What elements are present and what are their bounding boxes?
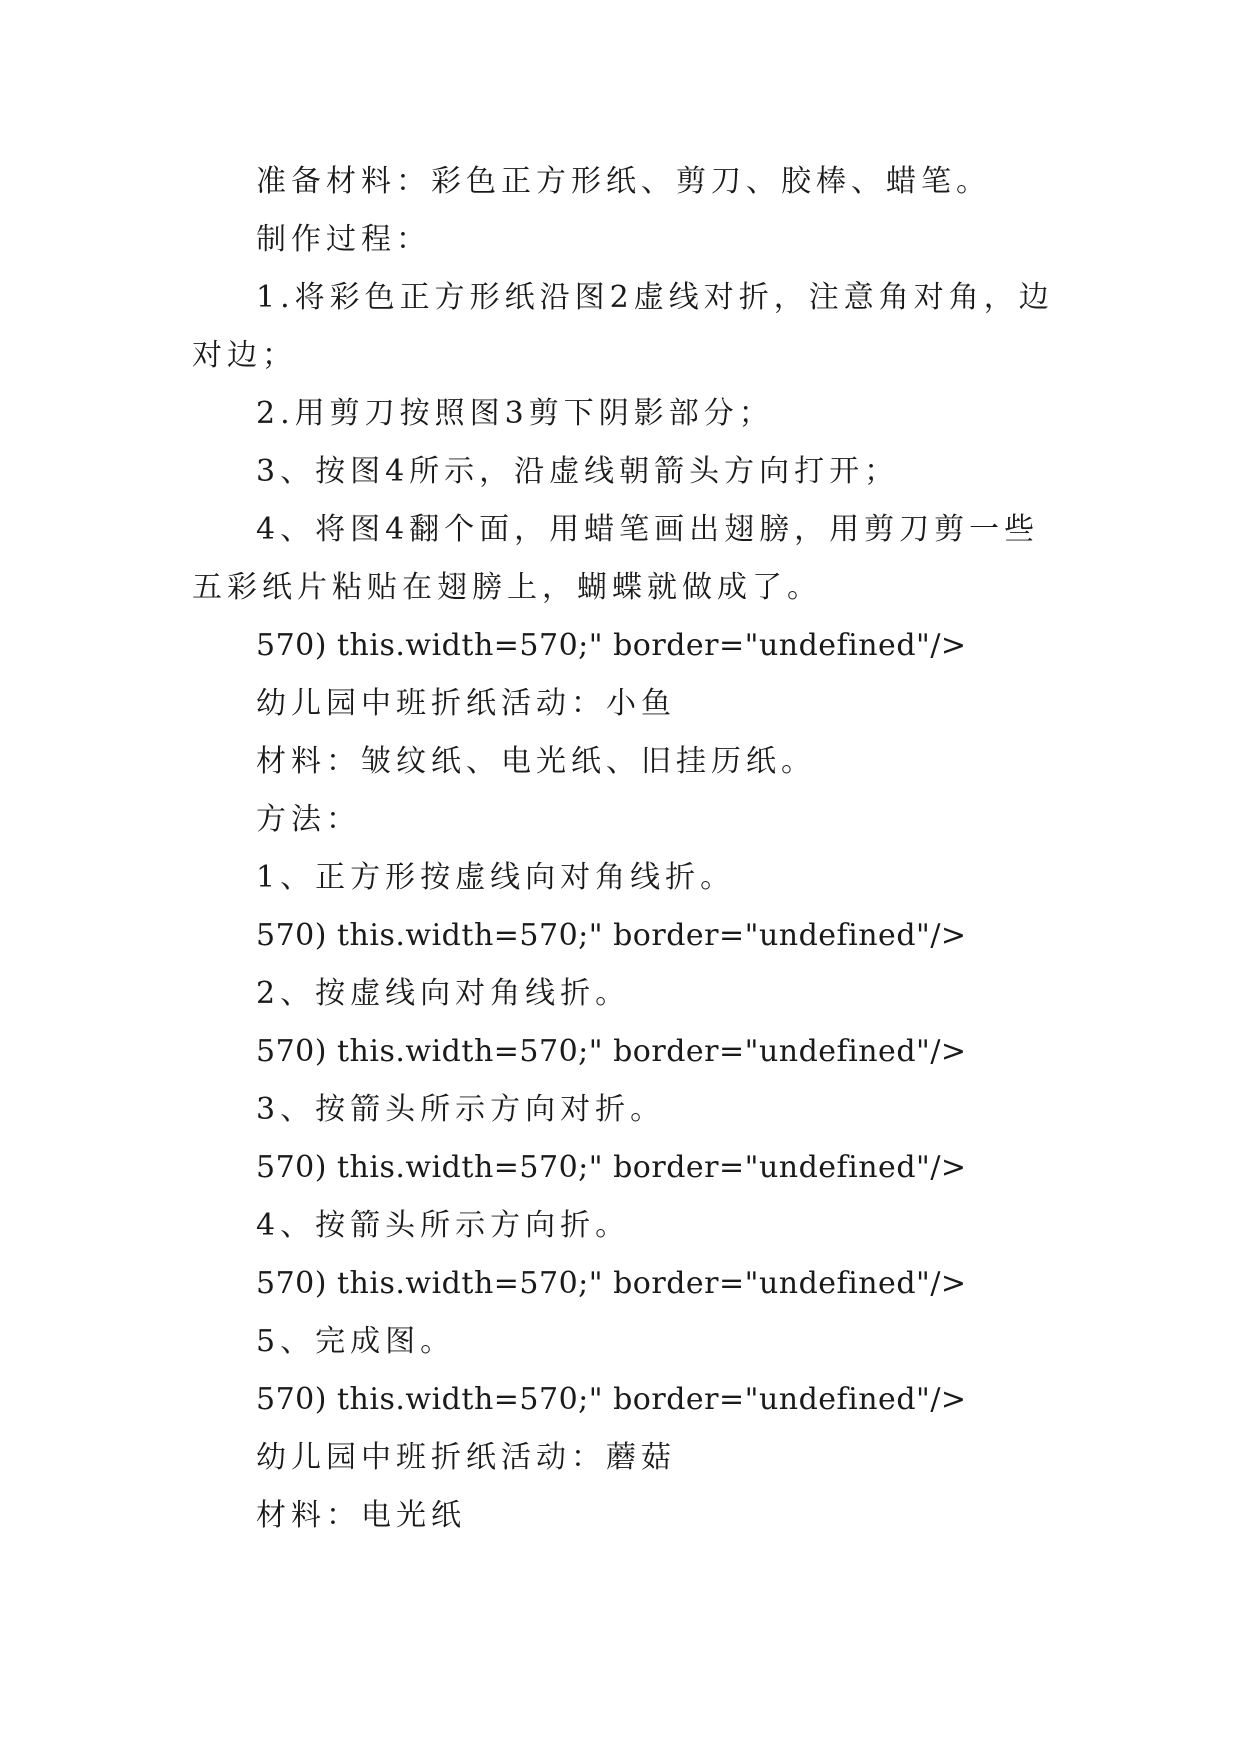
step-paragraph: 2、按虚线向对角线折。 [256,976,631,1011]
process-heading: 制作过程： [256,222,431,257]
step-paragraph: 1、正方形按虚线向对角线折。 [256,860,736,895]
materials-line: 材料：电光纸 [256,1498,466,1533]
broken-image-code: 570) this.width=570;" border="undefined"/> [256,1382,967,1417]
step-paragraph: 4、按箭头所示方向折。 [256,1208,631,1243]
step-paragraph: 3、按图4所示，沿虚线朝箭头方向打开； [256,454,900,489]
broken-image-code: 570) this.width=570;" border="undefined"/> [256,1034,967,1069]
section-heading-mushroom: 幼儿园中班折纸活动：蘑菇 [256,1440,676,1475]
step-paragraph: 2.用剪刀按照图3剪下阴影部分； [256,396,774,431]
document-body [192,153,1054,1545]
step-paragraph: 3、按箭头所示方向对折。 [256,1092,666,1127]
broken-image-code: 570) this.width=570;" border="undefined"/> [256,1150,967,1185]
materials-line: 准备材料：彩色正方形纸、剪刀、胶棒、蜡笔。 [256,164,991,199]
step-paragraph: 5、完成图。 [256,1324,456,1359]
materials-line: 材料：皱纹纸、电光纸、旧挂历纸。 [256,744,816,779]
step-paragraph: 1.将彩色正方形纸沿图2虚线对折，注意角对角，边对边； [192,280,1054,373]
method-heading: 方法： [256,802,361,837]
section-heading-fish: 幼儿园中班折纸活动：小鱼 [256,686,676,721]
broken-image-code: 570) this.width=570;" border="undefined"/> [256,1266,967,1301]
broken-image-code: 570) this.width=570;" border="undefined"/> [256,918,967,953]
broken-image-code: 570) this.width=570;" border="undefined"/> [256,628,967,663]
step-paragraph: 4、将图4翻个面，用蜡笔画出翅膀，用剪刀剪一些五彩纸片粘贴在翅膀上，蝴蝶就做成了。 [192,512,1040,605]
